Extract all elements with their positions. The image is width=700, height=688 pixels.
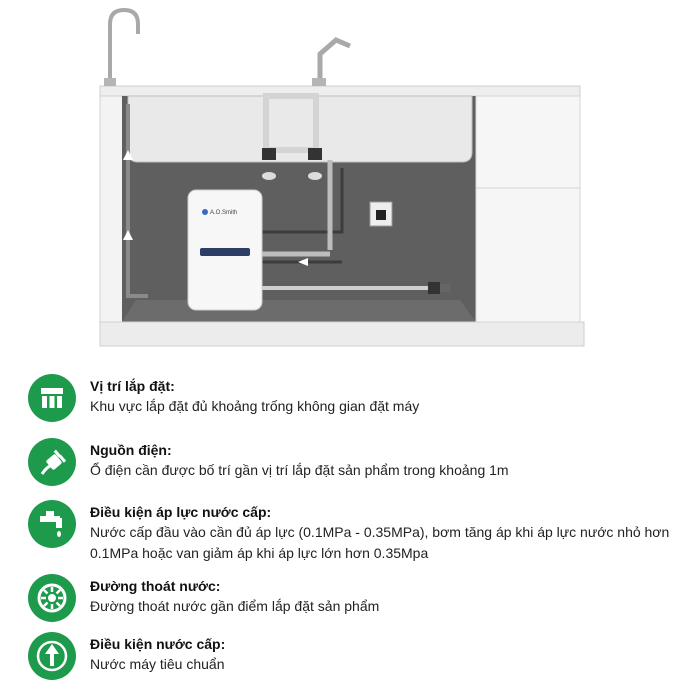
installation-location-icon xyxy=(28,374,76,422)
requirement-description: Ổ điện cần được bố trí gần vị trí lắp đặt sản phẩm trong khoảng 1m xyxy=(90,462,509,478)
requirement-title: Vị trí lắp đặt: xyxy=(90,378,175,394)
requirement-power-source xyxy=(28,438,688,494)
requirement-water-supply xyxy=(28,632,688,688)
water-tap-icon xyxy=(28,500,76,548)
water-purifier-icon xyxy=(188,190,262,310)
water-supply-icon xyxy=(28,632,76,680)
right-cabinet-lower xyxy=(476,188,580,322)
requirement-description: Nước máy tiêu chuẩn xyxy=(90,656,225,672)
countertop xyxy=(100,86,580,96)
right-cabinet-upper xyxy=(476,96,580,188)
requirement-description: Khu vực lắp đặt đủ khoảng trống không gian đặt máy xyxy=(90,398,420,414)
requirement-title: Đường thoát nước: xyxy=(90,578,221,594)
cabinet-base xyxy=(100,322,584,346)
requirement-installation-location xyxy=(28,374,688,430)
cabinet-floor xyxy=(122,300,476,322)
ro-faucet-icon xyxy=(312,40,350,86)
requirement-description: Đường thoát nước gần điểm lắp đặt sản phẩm xyxy=(90,598,380,614)
requirement-water-pressure xyxy=(28,500,688,561)
requirement-title: Điều kiện áp lực nước cấp: xyxy=(90,504,272,520)
kitchen-faucet-icon xyxy=(104,10,138,86)
requirement-description: Nước cấp đầu vào cần đủ áp lực (0.1MPa - 0.35MPa), bơm tăng áp khi áp lực nước nhỏ hơn 0.1MPa hoặc van giảm áp khi áp lực lớn hơn 0.35Mpa xyxy=(90,524,670,561)
requirement-title: Điều kiện nước cấp: xyxy=(90,636,226,652)
power-plug-icon xyxy=(28,438,76,486)
requirement-drainage xyxy=(28,574,688,630)
drain-icon xyxy=(28,574,76,622)
power-outlet-icon xyxy=(370,202,392,226)
brand-label: A.O.Smith xyxy=(210,210,238,216)
requirement-title: Nguồn điện: xyxy=(90,442,172,458)
